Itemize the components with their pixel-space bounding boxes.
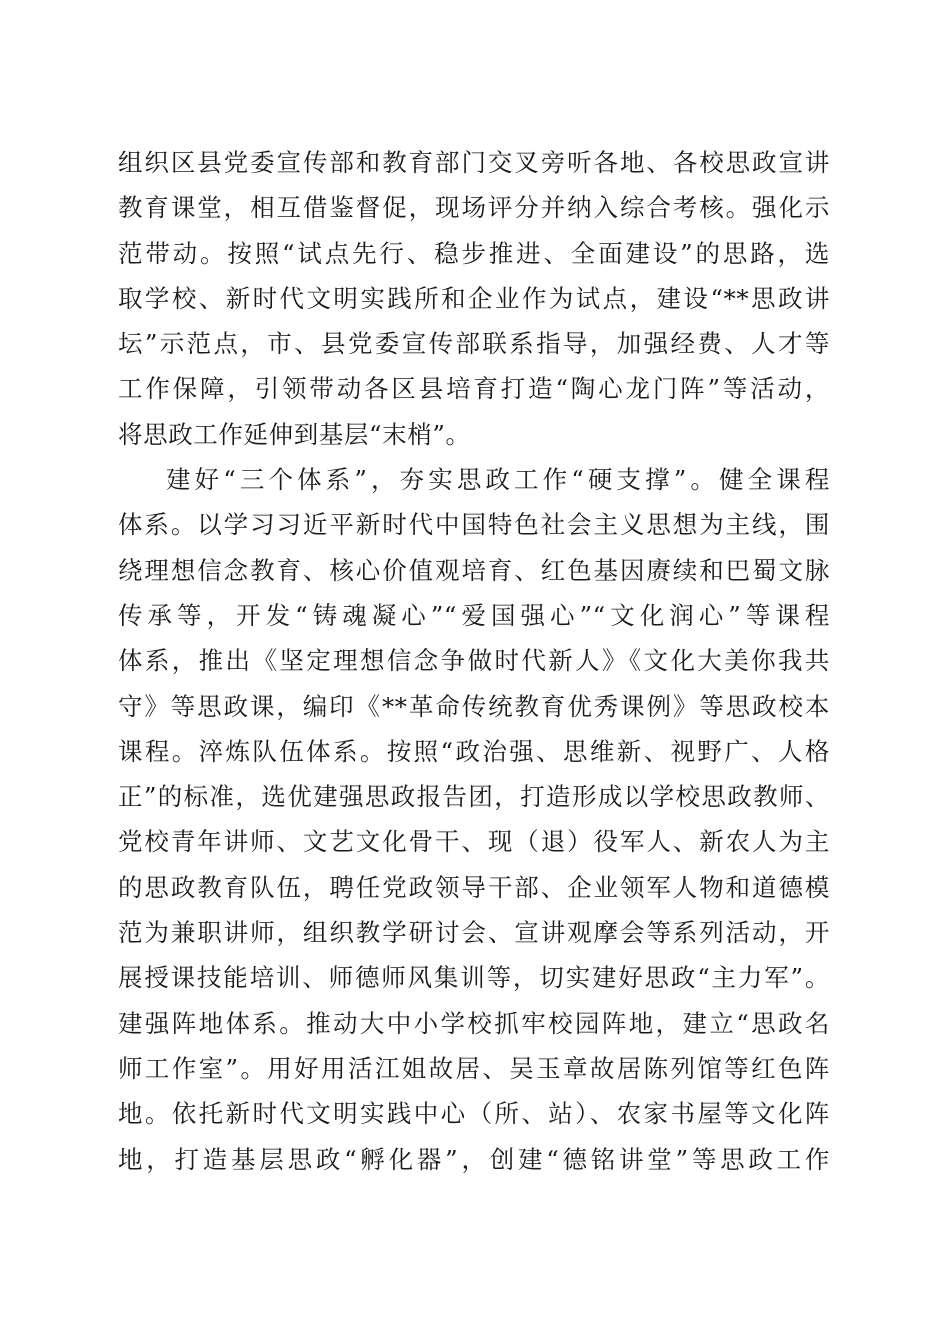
body-text [118, 140, 830, 1182]
text-line: 建强阵地体系。推动大中小学校抓牢校园阵地，建立“思政名 [118, 1008, 830, 1038]
text-line: 地。依托新时代文明实践中心（所、站）、农家书屋等文化阵 [118, 1099, 830, 1129]
text-line: 范为兼职讲师，组织教学研讨会、宣讲观摩会等系列活动，开 [118, 918, 830, 948]
text-line: 体系，推出《坚定理想信念争做时代新人》《文化大美你我共 [118, 646, 830, 676]
text-line: 组织区县党委宣传部和教育部门交叉旁听各地、各校思政宣讲 [118, 148, 830, 177]
text-line: 地，打造基层思政“孵化器”，创建“德铭讲堂”等思政工作 [118, 1144, 830, 1174]
text-line: 范带动。按照“试点先行、稳步推进、全面建设”的思路，选 [118, 238, 830, 268]
text-line: 取学校、新时代文明实践所和企业作为试点，建设“**思政讲 [118, 283, 830, 313]
text-line: 体系。以学习习近平新时代中国特色社会主义思想为主线，围 [118, 510, 830, 540]
text-line: 将思政工作延伸到基层“末梢”。 [118, 419, 471, 449]
text-line: 正”的标准，选优建强思政报告团，打造形成以学校思政教师、 [118, 782, 830, 812]
text-line: 展授课技能培训、师德师风集训等，切实建好思政“主力军”。 [118, 963, 830, 993]
paragraph-first-line: 建好“三个体系”，夯实思政工作“硬支撑”。健全课程 [166, 465, 830, 495]
text-line: 守》等思政课，编印《**革命传统教育优秀课例》等思政校本 [118, 691, 830, 721]
text-line: 工作保障，引领带动各区县培育打造“陶心龙门阵”等活动， [118, 374, 830, 404]
text-line: 绕理想信念教育、核心价值观培育、红色基因赓续和巴蜀文脉 [118, 555, 830, 585]
text-line: 坛”示范点，市、县党委宣传部联系指导，加强经费、人才等 [118, 329, 830, 359]
text-line: 的思政教育队伍，聘任党政领导干部、企业领军人物和道德模 [118, 872, 830, 902]
text-line: 课程。淬炼队伍体系。按照“政治强、思维新、视野广、人格 [118, 736, 830, 766]
text-line: 师工作室”。用好用活江姐故居、吴玉章故居陈列馆等红色阵 [118, 1053, 830, 1083]
text-line: 教育课堂，相互借鉴督促，现场评分并纳入综合考核。强化示 [118, 193, 830, 223]
text-line: 传承等，开发“铸魂凝心”“爱国强心”“文化润心”等课程 [118, 600, 830, 630]
text-line: 党校青年讲师、文艺文化骨干、现（退）役军人、新农人为主 [118, 827, 830, 857]
